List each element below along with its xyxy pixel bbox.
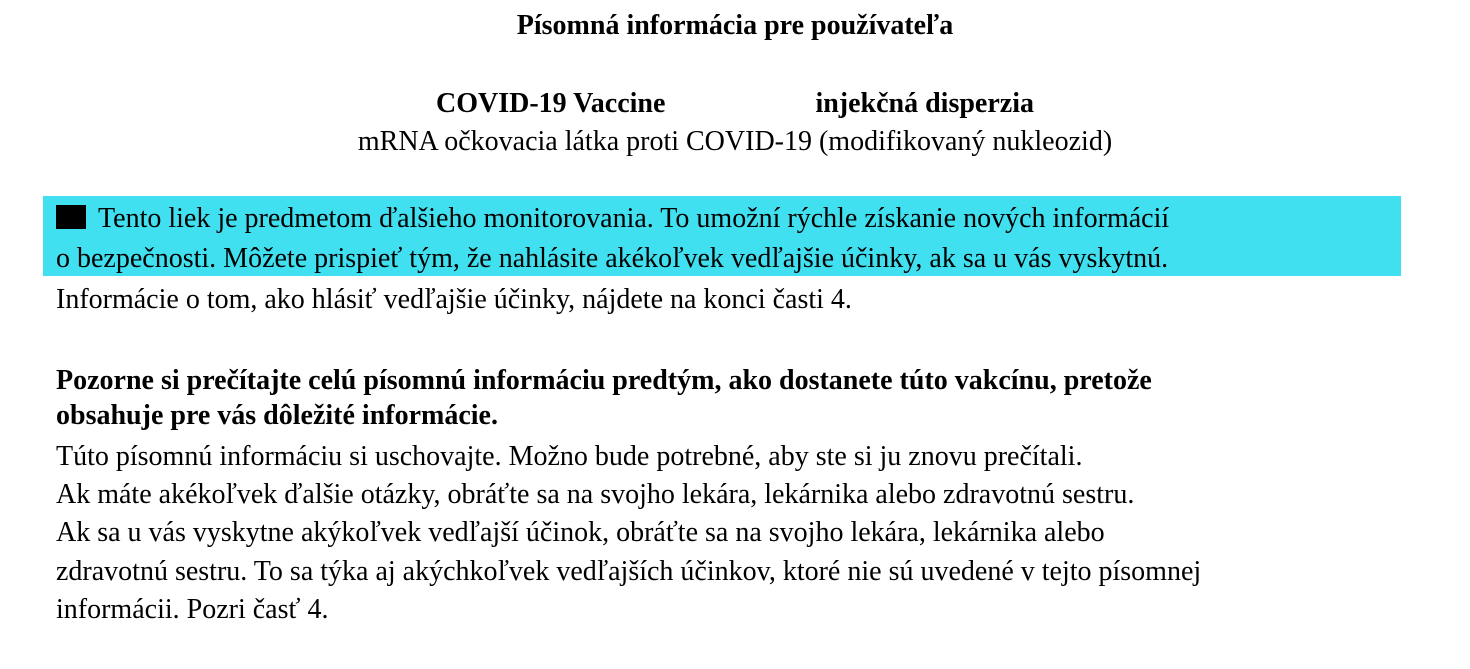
side-effects-text-line-3: informácii. Pozri časť 4. <box>56 594 329 625</box>
dosage-form: injekčná disperzia <box>815 88 1034 119</box>
vaccine-subtitle: mRNA očkovacia látka proti COVID-19 (modifikovaný nukleozid) <box>357 126 1113 157</box>
keep-leaflet-text: Túto písomnú informáciu si uschovajte. Možno bude potrebné, aby ste si ju znovu prečítali. <box>56 441 1083 472</box>
read-carefully-warning-line-2: obsahuje pre vás dôležité informácie. <box>56 400 498 431</box>
read-carefully-warning-line-1: Pozorne si prečítajte celú písomnú informáciu predtým, ako dostanete túto vakcínu, pretože <box>56 365 1152 396</box>
monitoring-text-line-2: o bezpečnosti. Môžete prispieť tým, že nahlásite akékoľvek vedľajšie účinky, ak sa u vás vyskytnú. <box>56 243 1169 274</box>
side-effects-text-line-2: zdravotnú sestru. To sa týka aj akýchkoľvek vedľajších účinkov, ktoré nie sú uvedené v tejto písomnej <box>56 556 1202 587</box>
monitoring-text-line-1: Tento liek je predmetom ďalšieho monitorovania. To umožní rýchle získanie nových informácií <box>98 203 1170 234</box>
side-effects-text-line-1: Ak sa u vás vyskytne akýkoľvek vedľajší účinok, obráťte sa na svojho lekára, lekárnika alebo <box>56 517 1105 548</box>
leaflet-title: Písomná informácia pre používateľa <box>516 10 954 41</box>
vaccine-heading <box>0 88 1470 120</box>
reporting-info-text: Informácie o tom, ako hlásiť vedľajšie účinky, nájdete na konci časti 4. <box>56 284 852 315</box>
vaccine-name: COVID-19 Vaccine <box>435 88 666 119</box>
black-triangle-icon <box>56 205 86 229</box>
further-questions-text: Ak máte akékoľvek ďalšie otázky, obráťte sa na svojho lekára, lekárnika alebo zdravotnú sestru. <box>56 479 1135 510</box>
